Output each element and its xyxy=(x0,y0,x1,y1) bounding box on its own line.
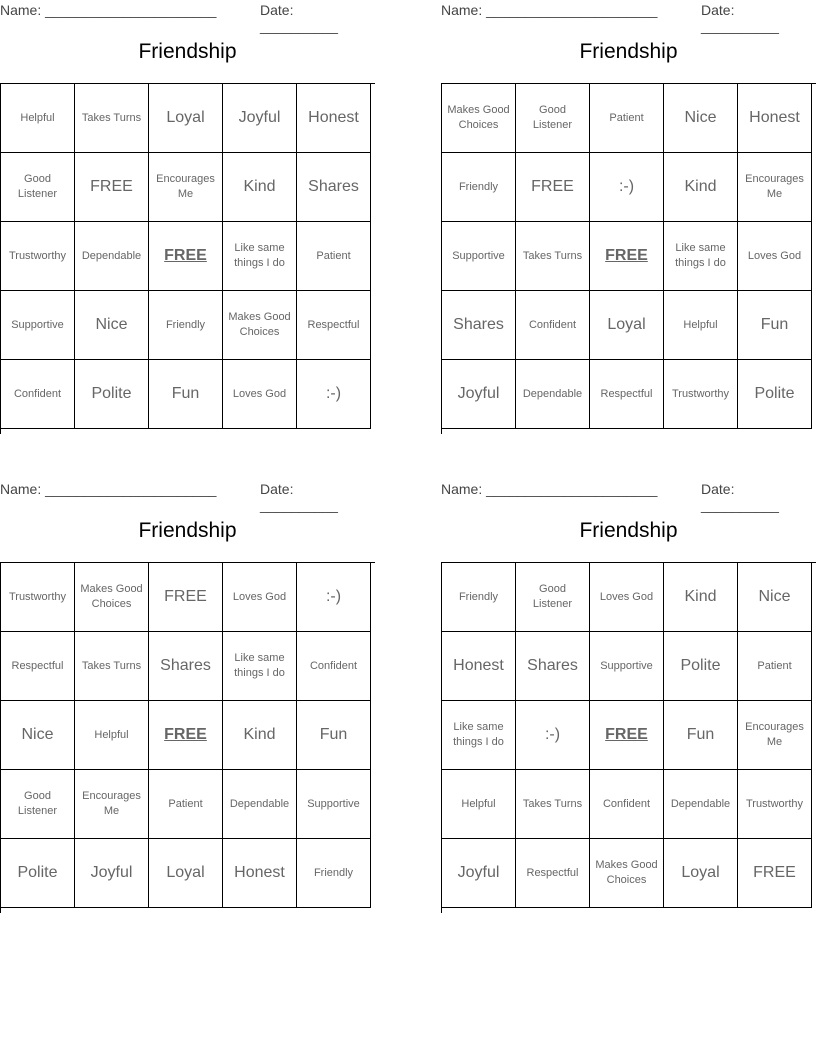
bingo-cell: :-) xyxy=(590,153,664,222)
card-title: Friendship xyxy=(579,40,678,63)
bingo-cell: Confident xyxy=(297,632,371,701)
bingo-cell: Patient xyxy=(590,84,664,153)
bingo-cell: Takes Turns xyxy=(75,632,149,701)
bingo-cell: Shares xyxy=(297,153,371,222)
bingo-cell: :-) xyxy=(297,360,371,429)
bingo-cell: Confident xyxy=(1,360,75,429)
bingo-cell: Loves God xyxy=(223,360,297,429)
bingo-cell: Polite xyxy=(664,632,738,701)
bingo-cell: Helpful xyxy=(664,291,738,360)
bingo-cell: Helpful xyxy=(75,701,149,770)
bingo-cell: Encourages Me xyxy=(738,153,812,222)
bingo-cell: Honest xyxy=(442,632,516,701)
bingo-cell: Encourages Me xyxy=(75,770,149,839)
bingo-cell: Good Listener xyxy=(516,84,590,153)
bingo-cell: Honest xyxy=(738,84,812,153)
bingo-cell: FREE xyxy=(75,153,149,222)
bingo-cell: Nice xyxy=(1,701,75,770)
date-field-label: Date: __________ xyxy=(701,2,779,34)
bingo-cell: Takes Turns xyxy=(516,222,590,291)
bingo-cell: Respectful xyxy=(590,360,664,429)
bingo-card-3 xyxy=(0,479,375,919)
bingo-cell: Dependable xyxy=(516,360,590,429)
bingo-cell: Joyful xyxy=(223,84,297,153)
bingo-cell: Helpful xyxy=(1,84,75,153)
card-title: Friendship xyxy=(138,519,237,542)
card-header xyxy=(441,479,816,513)
bingo-cell: Takes Turns xyxy=(516,770,590,839)
bingo-cell: FREE xyxy=(738,839,812,908)
bingo-cell: Respectful xyxy=(297,291,371,360)
bingo-cell: Shares xyxy=(149,632,223,701)
bingo-cell: Loyal xyxy=(664,839,738,908)
name-field-label: Name: ______________________ xyxy=(441,481,658,497)
card-header xyxy=(441,0,816,34)
bingo-cell: Loves God xyxy=(738,222,812,291)
bingo-cell: Good Listener xyxy=(1,770,75,839)
bingo-cell: Supportive xyxy=(590,632,664,701)
bingo-cell: Respectful xyxy=(516,839,590,908)
bingo-cell: Patient xyxy=(738,632,812,701)
bingo-cell: Like same things I do xyxy=(223,632,297,701)
bingo-cell: :-) xyxy=(297,563,371,632)
bingo-cell: Kind xyxy=(223,701,297,770)
bingo-cell: Makes Good Choices xyxy=(223,291,297,360)
date-field-label: Date: __________ xyxy=(701,481,779,513)
bingo-cell: FREE xyxy=(516,153,590,222)
bingo-cell: Takes Turns xyxy=(75,84,149,153)
name-field-label: Name: ______________________ xyxy=(0,2,217,18)
bingo-cell: Honest xyxy=(223,839,297,908)
bingo-cell: Like same things I do xyxy=(664,222,738,291)
bingo-cell: Kind xyxy=(664,563,738,632)
bingo-cell: Dependable xyxy=(664,770,738,839)
bingo-cell: Friendly xyxy=(297,839,371,908)
card-title: Friendship xyxy=(138,40,237,63)
bingo-cell: Trustworthy xyxy=(1,222,75,291)
bingo-cell: Kind xyxy=(664,153,738,222)
bingo-cell: Makes Good Choices xyxy=(442,84,516,153)
bingo-cell: Fun xyxy=(738,291,812,360)
bingo-cell: Friendly xyxy=(442,563,516,632)
bingo-cell: Fun xyxy=(664,701,738,770)
bingo-grid xyxy=(441,83,816,434)
bingo-cell: Like same things I do xyxy=(442,701,516,770)
bingo-cell: Supportive xyxy=(1,291,75,360)
bingo-cell: Kind xyxy=(223,153,297,222)
bingo-cell: Nice xyxy=(738,563,812,632)
name-field-label: Name: ______________________ xyxy=(441,2,658,18)
bingo-cell: Loves God xyxy=(590,563,664,632)
bingo-cell: Fun xyxy=(297,701,371,770)
bingo-cell: Loyal xyxy=(590,291,664,360)
bingo-cell: FREE xyxy=(590,222,664,291)
bingo-cell: FREE xyxy=(149,701,223,770)
bingo-cell: :-) xyxy=(516,701,590,770)
name-field-label: Name: ______________________ xyxy=(0,481,217,497)
bingo-cell: Makes Good Choices xyxy=(590,839,664,908)
bingo-cell: Helpful xyxy=(442,770,516,839)
bingo-cell: Good Listener xyxy=(1,153,75,222)
bingo-cell: Loyal xyxy=(149,84,223,153)
bingo-cell: Friendly xyxy=(442,153,516,222)
bingo-cell: FREE xyxy=(590,701,664,770)
bingo-cell: Trustworthy xyxy=(1,563,75,632)
bingo-grid xyxy=(0,83,375,434)
bingo-cell: Shares xyxy=(516,632,590,701)
bingo-grid xyxy=(0,562,375,913)
bingo-cell: Joyful xyxy=(442,360,516,429)
bingo-cell: Loyal xyxy=(149,839,223,908)
bingo-cell: Patient xyxy=(149,770,223,839)
bingo-cell: Trustworthy xyxy=(738,770,812,839)
bingo-cell: Polite xyxy=(738,360,812,429)
card-title: Friendship xyxy=(579,519,678,542)
bingo-cell: Fun xyxy=(149,360,223,429)
bingo-cell: Supportive xyxy=(297,770,371,839)
date-field-label: Date: __________ xyxy=(260,2,338,34)
bingo-cell: Trustworthy xyxy=(664,360,738,429)
card-header xyxy=(0,479,375,513)
bingo-cell: Supportive xyxy=(442,222,516,291)
bingo-cell: Respectful xyxy=(1,632,75,701)
bingo-cell: Confident xyxy=(516,291,590,360)
bingo-cell: Loves God xyxy=(223,563,297,632)
bingo-cell: Patient xyxy=(297,222,371,291)
bingo-cell: FREE xyxy=(149,222,223,291)
bingo-card-4 xyxy=(441,479,816,919)
bingo-cell: Makes Good Choices xyxy=(75,563,149,632)
bingo-cell: Polite xyxy=(1,839,75,908)
bingo-cell: Encourages Me xyxy=(149,153,223,222)
bingo-cell: Encourages Me xyxy=(738,701,812,770)
bingo-grid xyxy=(441,562,816,913)
bingo-cell: Joyful xyxy=(442,839,516,908)
bingo-cell: Joyful xyxy=(75,839,149,908)
card-header xyxy=(0,0,375,34)
bingo-cell: Honest xyxy=(297,84,371,153)
bingo-cell: Dependable xyxy=(75,222,149,291)
bingo-card-2 xyxy=(441,0,816,440)
date-field-label: Date: __________ xyxy=(260,481,338,513)
bingo-card-1 xyxy=(0,0,375,440)
bingo-cell: Nice xyxy=(75,291,149,360)
bingo-cell: Like same things I do xyxy=(223,222,297,291)
bingo-cell: FREE xyxy=(149,563,223,632)
bingo-cell: Good Listener xyxy=(516,563,590,632)
bingo-cell: Polite xyxy=(75,360,149,429)
bingo-cell: Confident xyxy=(590,770,664,839)
bingo-cell: Dependable xyxy=(223,770,297,839)
bingo-cell: Friendly xyxy=(149,291,223,360)
bingo-cell: Shares xyxy=(442,291,516,360)
bingo-cell: Nice xyxy=(664,84,738,153)
